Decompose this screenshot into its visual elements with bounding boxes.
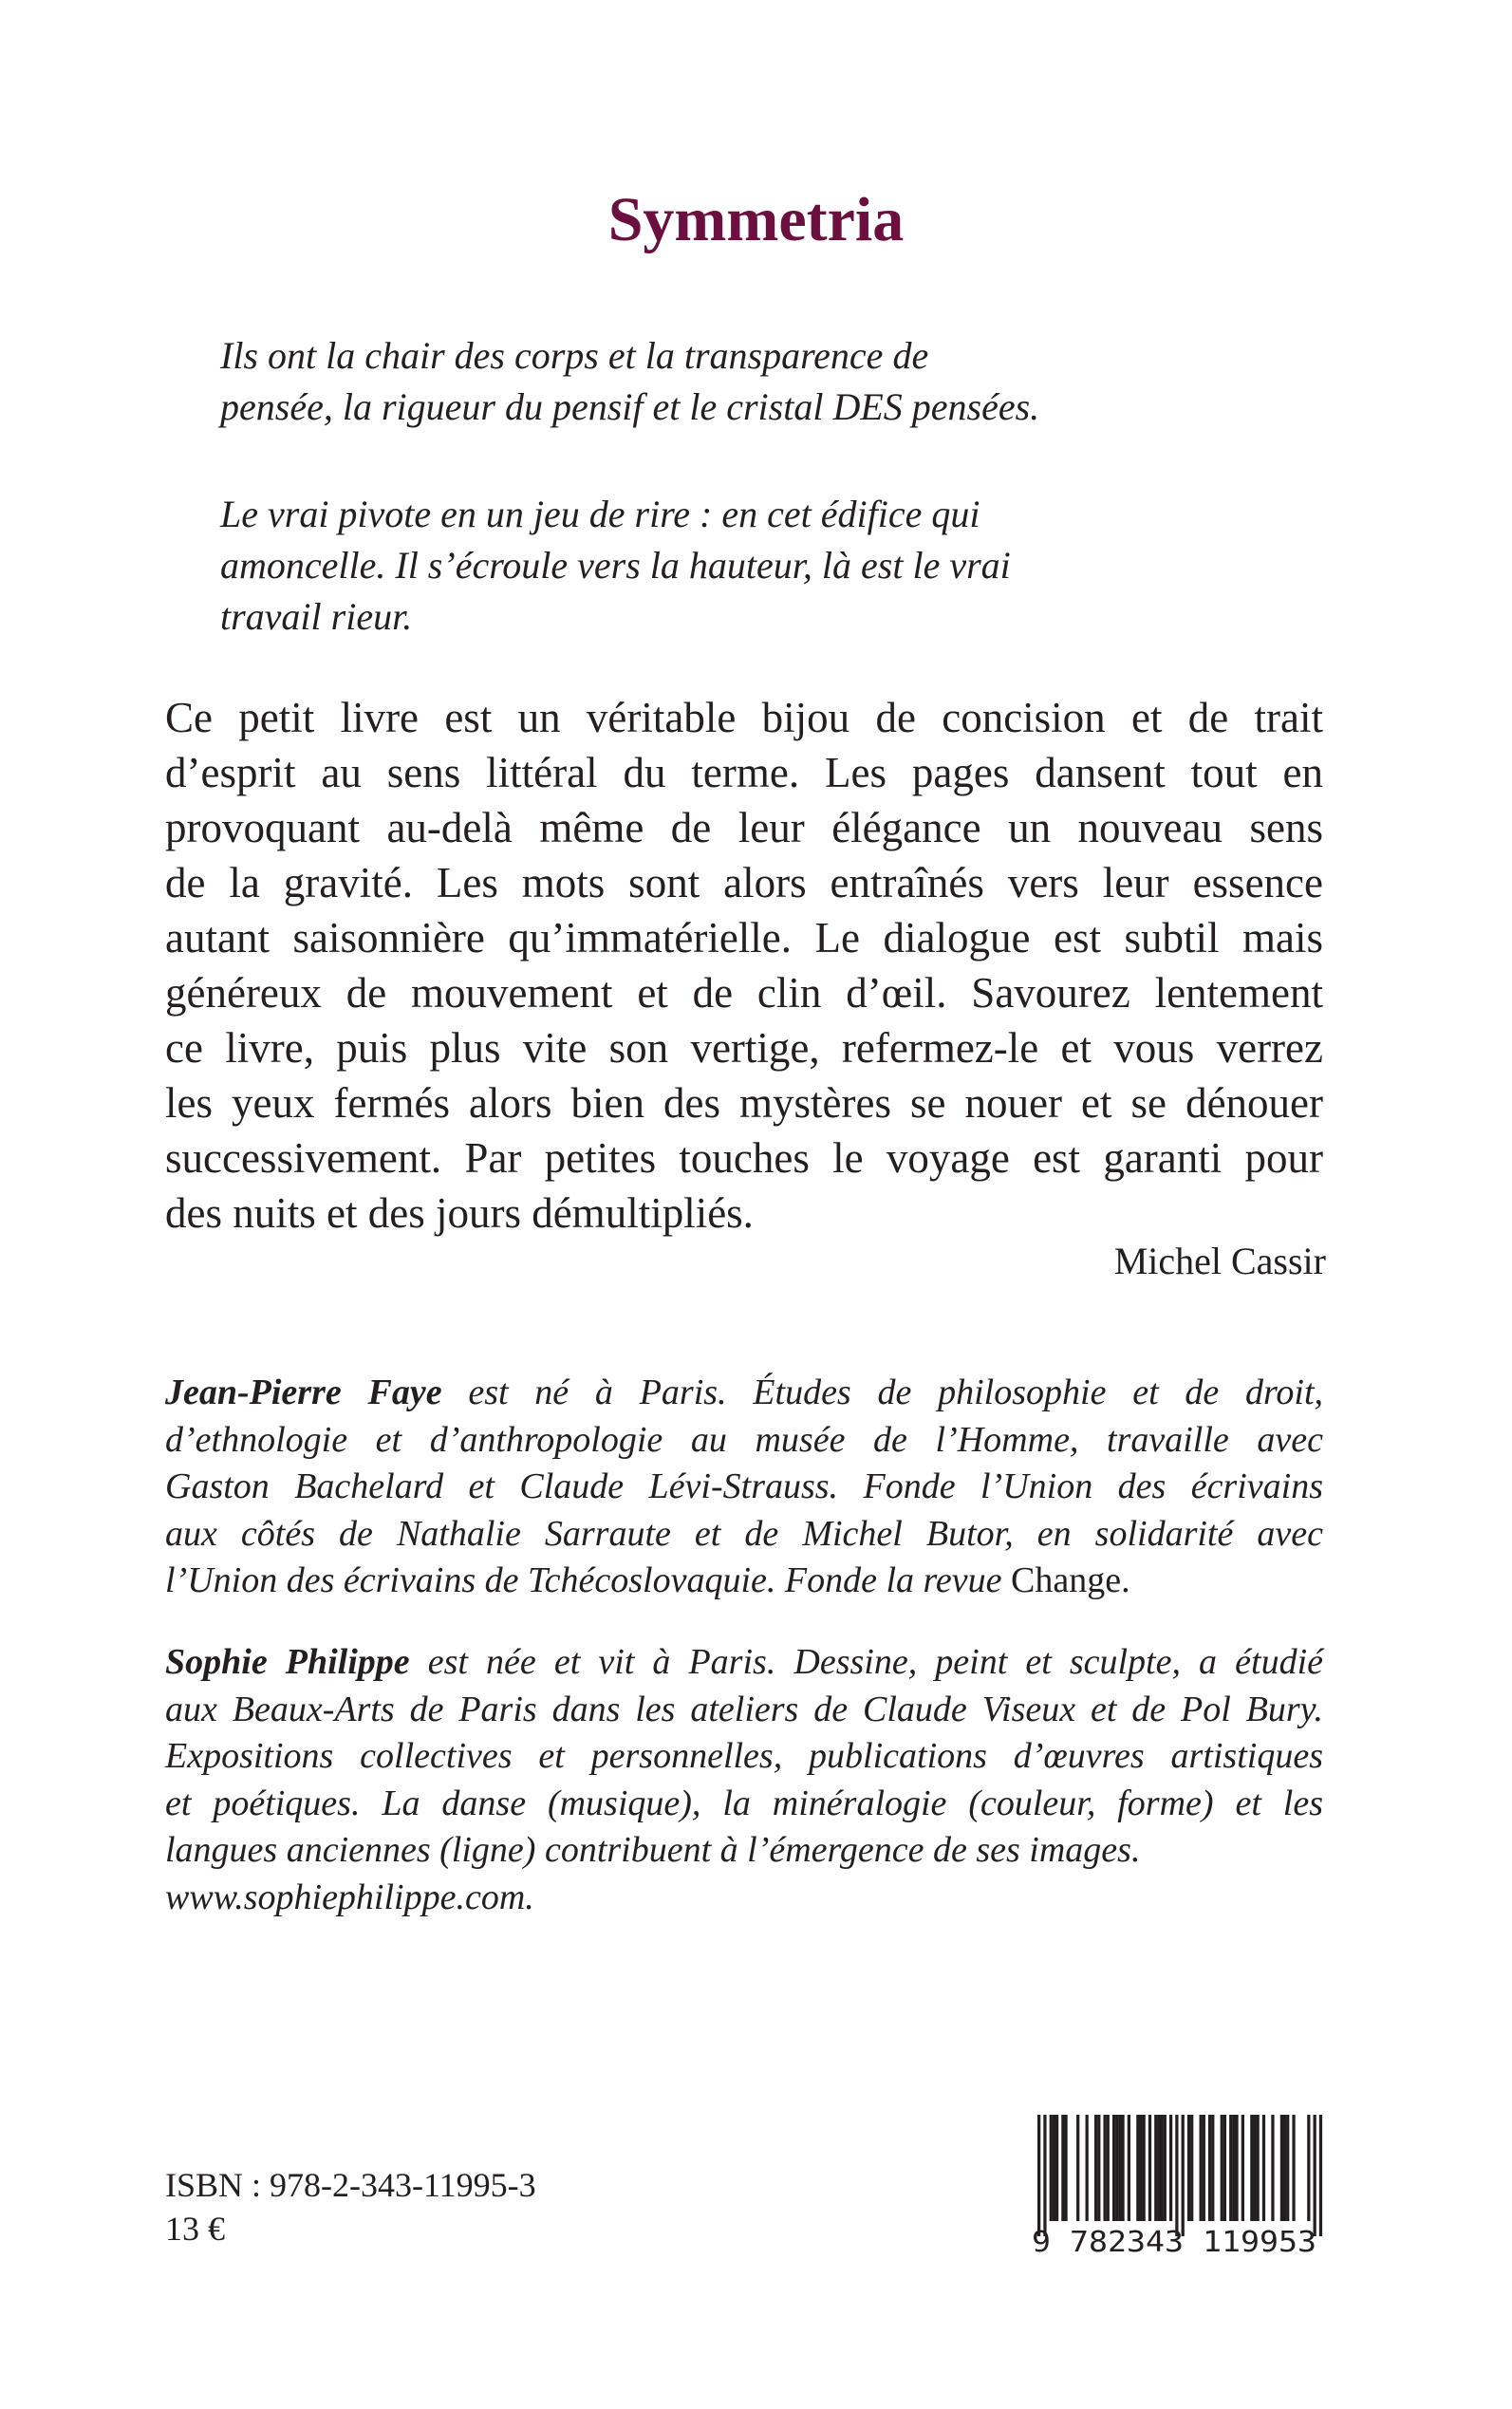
barcode-bar — [1107, 2115, 1110, 2221]
journal-title: Change — [1011, 1560, 1122, 1600]
author-bio — [165, 1370, 1323, 1605]
bio-line: Expositions collectives et personnelles, publications d’œuvres artistiques — [165, 1736, 1323, 1776]
barcode-bar — [1235, 2115, 1238, 2221]
illustrator-name: Sophie Philippe — [165, 1642, 410, 1682]
barcode-bar — [1164, 2115, 1167, 2221]
barcode-bar — [1037, 2115, 1040, 2236]
barcode-bar — [1143, 2115, 1146, 2221]
barcode-bar — [1223, 2115, 1226, 2221]
barcode-bar — [1286, 2115, 1289, 2221]
epigraph-line: travail rieur. — [220, 595, 413, 638]
website-url: www.sophiephilippe.com. — [165, 1877, 534, 1917]
barcode-bar — [1211, 2115, 1214, 2221]
isbn: ISBN : 978-2-343-11995-3 — [165, 2166, 536, 2204]
barcode-bar — [1157, 2115, 1160, 2221]
bio-line: Jean-Pierre Faye est né à Paris. Études de philosophie et de droit, — [165, 1373, 1324, 1412]
epigraph-stanza-2 — [220, 489, 1340, 643]
barcode-bar — [1253, 2115, 1256, 2221]
barcode-bar — [1250, 2115, 1253, 2221]
barcode-bar — [1169, 2115, 1172, 2221]
barcode-bar — [1182, 2115, 1185, 2236]
barcode-bar — [1076, 2115, 1079, 2221]
review-line: autant saisonnière qu’immatérielle. Le dialogue est subtil mais — [165, 914, 1323, 962]
review-line: des nuits et des jours démultipliés. — [165, 1189, 754, 1237]
barcode-bar — [1103, 2115, 1106, 2221]
barcode-bar — [1319, 2115, 1322, 2236]
barcode-bar — [1112, 2115, 1115, 2221]
bio-line: et poétiques. La danse (musique), la minéralogie (couleur, forme) et les — [165, 1783, 1323, 1823]
epigraph-line: Ils ont la chair des corps et la transparence de — [220, 334, 929, 377]
barcode-bar — [1139, 2115, 1142, 2221]
barcode-bar — [1203, 2115, 1205, 2221]
barcode-bar — [1148, 2115, 1151, 2221]
barcode-bar — [1262, 2115, 1265, 2221]
barcode-bar — [1115, 2115, 1118, 2221]
barcode-bar — [1097, 2115, 1100, 2221]
barcode-bar — [1175, 2115, 1178, 2236]
price: 13 € — [165, 2210, 225, 2248]
barcode-bar — [1307, 2115, 1310, 2221]
barcode-bar — [1314, 2115, 1316, 2236]
book-title: Symmetria — [607, 185, 905, 254]
barcode-bar — [1241, 2115, 1244, 2221]
barcode-digits: 9 782343 119953 — [1032, 2226, 1316, 2255]
barcode-bar — [1154, 2115, 1157, 2221]
barcode-bar — [1136, 2115, 1139, 2221]
review-line: Ce petit livre est un véritable bijou de concision et de trait — [165, 694, 1323, 741]
barcode-bar — [1121, 2115, 1124, 2221]
barcode-bar — [1187, 2115, 1190, 2221]
barcode-bar — [1271, 2115, 1274, 2221]
barcode-bar — [1043, 2115, 1046, 2236]
author-name: Jean-Pierre Faye — [165, 1373, 442, 1412]
epigraph-line: pensée, la rigueur du pensif et le cristal DES pensées. — [220, 385, 1040, 428]
barcode-bar — [1232, 2115, 1235, 2221]
bio-line: aux côtés de Nathalie Sarraute et de Michel Butor, en solidarité avec — [165, 1513, 1323, 1554]
barcode-bar — [1160, 2115, 1163, 2221]
review-signature: Michel Cassir — [1113, 1240, 1326, 1282]
barcode-bar — [1064, 2115, 1067, 2221]
barcode-bar — [1257, 2115, 1260, 2221]
bio-line: Sophie Philippe est née et vit à Paris. Dessine, peint et sculpte, a étudié — [165, 1642, 1323, 1682]
barcode-bar — [1280, 2115, 1283, 2221]
review-line: successivement. Par petites touches le voyage est garanti pour — [165, 1134, 1323, 1182]
barcode-bar — [1229, 2115, 1232, 2221]
epigraph-stanza-1 — [220, 330, 1340, 433]
bio-line: d’ethnologie et d’anthropologie au musée de l’Homme, travaille avec — [165, 1419, 1323, 1460]
barcode-bar — [1208, 2115, 1211, 2221]
bio-line: l’Union des écrivains de Tchécoslovaquie. Fonde la revue Change. — [165, 1560, 1130, 1600]
barcode-bar — [1050, 2115, 1053, 2221]
bio-line: aux Beaux-Arts de Paris dans les ateliers de Claude Viseux et de Pol Bury. — [165, 1689, 1323, 1729]
barcode-bar — [1055, 2115, 1058, 2221]
bio-line: Gaston Bachelard et Claude Lévi-Strauss. Fonde l’Union des écrivains — [165, 1466, 1323, 1506]
epigraph-line: Le vrai pivote en un jeu de rire : en cet édifice qui — [220, 493, 980, 535]
epigraph-line: amoncelle. Il s’écroule vers la hauteur, là est le vrai — [220, 544, 1011, 587]
review-line: les yeux fermés alors bien des mystères se nouer et se dénouer — [165, 1079, 1323, 1127]
barcode-bar — [1292, 2115, 1295, 2221]
barcode-bar — [1283, 2115, 1286, 2221]
barcode-bar — [1190, 2115, 1193, 2221]
barcode-bar — [1086, 2115, 1089, 2221]
bio-line: langues anciennes (ligne) contribuent à l’émergence de ses images. — [165, 1830, 1141, 1870]
barcode-bar — [1128, 2115, 1130, 2221]
barcode-bar — [1061, 2115, 1064, 2221]
barcode-bar — [1094, 2115, 1097, 2221]
review-line: provoquant au-delà même de leur élégance un nouveau sens — [165, 804, 1323, 851]
review-line: ce livre, puis plus vite son vertige, refermez-le et vous verrez — [165, 1024, 1323, 1072]
review-line: généreux de mouvement et de clin d’œil. Savourez lentement — [165, 969, 1323, 1017]
barcode-bar — [1221, 2115, 1223, 2221]
barcode-bar — [1118, 2115, 1121, 2221]
review-line: de la gravité. Les mots sont alors entraînés vers leur essence — [165, 859, 1323, 906]
review-text — [165, 690, 1323, 1241]
barcode-bar — [1200, 2115, 1203, 2221]
illustrator-bio — [165, 1639, 1323, 1921]
barcode-icon — [1020, 2111, 1324, 2255]
review-line: d’esprit au sens littéral du terme. Les pages dansent tout en — [165, 749, 1323, 796]
barcode-bar — [1053, 2115, 1055, 2221]
